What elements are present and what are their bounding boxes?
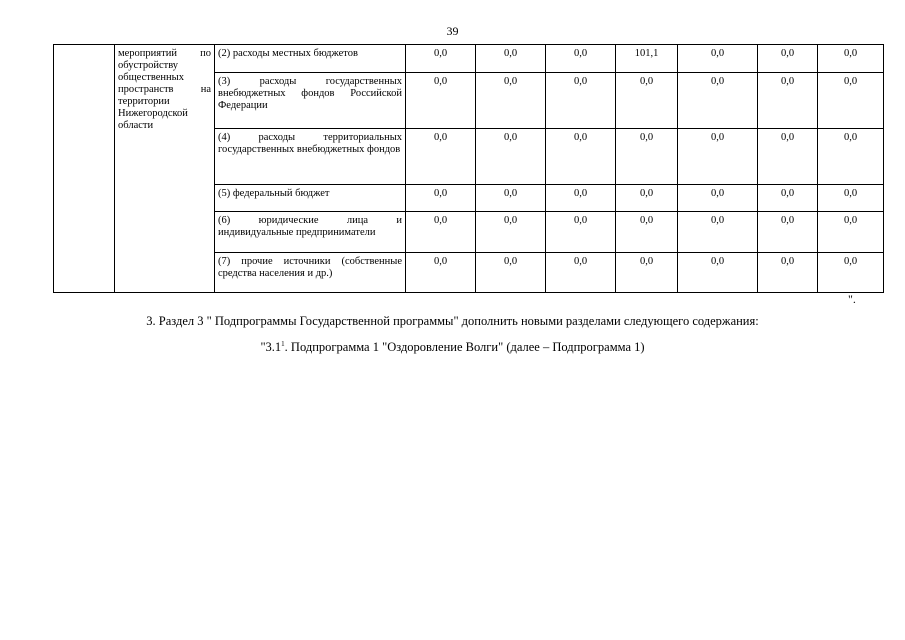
subprogram-heading-prefix: "3.1 — [260, 340, 282, 354]
amount-cell: 0,0 — [546, 253, 616, 293]
subprogram-heading — [0, 340, 905, 355]
amount-cell: 0,0 — [758, 73, 818, 129]
amount-cell: 0,0 — [406, 45, 476, 73]
funding-source-cell: (2) расходы местных бюджетов — [215, 45, 406, 73]
amount-cell: 0,0 — [818, 185, 884, 212]
program-name-cell: мероприятий по обустройству общественных пространств на территории Нижегородской области — [115, 45, 215, 293]
table-cell-empty — [54, 45, 115, 293]
amount-cell: 0,0 — [678, 45, 758, 73]
amount-cell: 0,0 — [818, 253, 884, 293]
table-row — [54, 45, 884, 73]
amount-cell: 0,0 — [678, 212, 758, 253]
amount-cell: 101,1 — [616, 45, 678, 73]
amount-cell: 0,0 — [406, 212, 476, 253]
funding-source-cell: (4) расходы территориальных государственных внебюджетных фондов — [215, 129, 406, 185]
financing-table — [53, 44, 884, 293]
amount-cell: 0,0 — [758, 45, 818, 73]
amount-cell: 0,0 — [546, 73, 616, 129]
amount-cell: 0,0 — [758, 253, 818, 293]
amount-cell: 0,0 — [476, 212, 546, 253]
amount-cell: 0,0 — [616, 212, 678, 253]
page-number: 39 — [446, 24, 459, 38]
amount-cell: 0,0 — [678, 129, 758, 185]
amount-cell: 0,0 — [818, 45, 884, 73]
amount-cell: 0,0 — [818, 73, 884, 129]
amount-cell: 0,0 — [616, 185, 678, 212]
amount-cell: 0,0 — [546, 185, 616, 212]
amount-cell: 0,0 — [476, 45, 546, 73]
amount-cell: 0,0 — [758, 212, 818, 253]
amount-cell: 0,0 — [678, 253, 758, 293]
amount-cell: 0,0 — [406, 253, 476, 293]
amount-cell: 0,0 — [406, 129, 476, 185]
amount-cell: 0,0 — [678, 73, 758, 129]
subprogram-heading-superscript: 1 — [281, 339, 285, 348]
funding-source-cell: (3) расходы государственных внебюджетных фондов Российской Федерации — [215, 73, 406, 129]
amount-cell: 0,0 — [476, 185, 546, 212]
subprogram-heading-suffix: . Подпрограмма 1 "Оздоровление Волги" (далее – Подпрограмма 1) — [284, 340, 645, 354]
amount-cell: 0,0 — [406, 73, 476, 129]
amount-cell: 0,0 — [546, 129, 616, 185]
closing-quote: ". — [848, 292, 856, 306]
amount-cell: 0,0 — [818, 212, 884, 253]
funding-source-cell: (5) федеральный бюджет — [215, 185, 406, 212]
amount-cell: 0,0 — [546, 45, 616, 73]
amount-cell: 0,0 — [616, 129, 678, 185]
amount-cell: 0,0 — [476, 73, 546, 129]
amount-cell: 0,0 — [818, 129, 884, 185]
amount-cell: 0,0 — [616, 73, 678, 129]
amount-cell: 0,0 — [678, 185, 758, 212]
amount-cell: 0,0 — [758, 185, 818, 212]
amount-cell: 0,0 — [758, 129, 818, 185]
amount-cell: 0,0 — [616, 253, 678, 293]
funding-source-cell: (6) юридические лица и индивидуальные предприниматели — [215, 212, 406, 253]
amendment-paragraph: 3. Раздел 3 " Подпрограммы Государственной программы" дополнить новыми разделами следующего содержания: — [146, 314, 759, 328]
funding-source-cell: (7) прочие источники (собственные средства населения и др.) — [215, 253, 406, 293]
amount-cell: 0,0 — [546, 212, 616, 253]
amount-cell: 0,0 — [406, 185, 476, 212]
amount-cell: 0,0 — [476, 253, 546, 293]
amount-cell: 0,0 — [476, 129, 546, 185]
